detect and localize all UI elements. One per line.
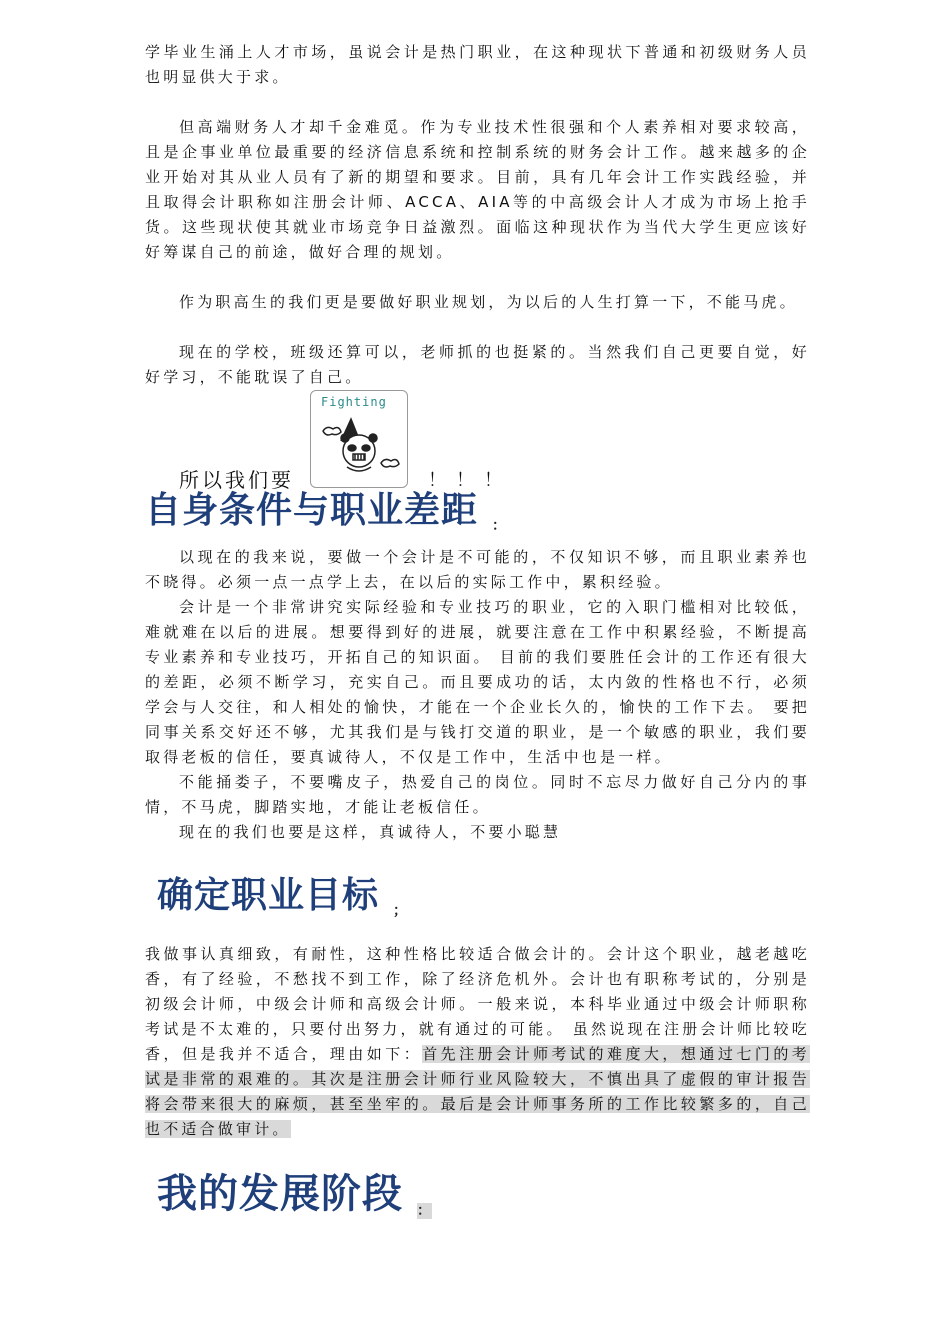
career-goal-text: 我做事认真细致，有耐性，这种性格比较适合做会计的。会计这个职业，越老越吃香，有了经验，不愁找不到工作，除了经济危机外。会计也有职称考试的，分别是初级会计师，中级会计师和高级会计师。一般来说，本科毕业通过中级会计师职称考试是不太难的，只要付出努力，就有通过的可能。 虽然说现在注册会计师比较吃香，但是我并不适合，理由如下：	[145, 945, 810, 1063]
heading-career-goal-text: 确定职业目标	[157, 875, 380, 916]
heading-self-conditions	[145, 482, 810, 535]
fighting-image-label: Fighting	[321, 395, 387, 409]
heading-development-stage	[157, 1162, 810, 1220]
paragraph-career-goal	[145, 942, 810, 1142]
paragraph-career-plan: 作为职高生的我们更是要做好职业规划，为以后的人生打算一下，不能马虎。	[179, 293, 798, 311]
fighting-prefix: 所以我们要	[179, 468, 294, 492]
paragraph-current-me: 以现在的我来说，要做一个会计是不可能的，不仅知识不够，而且职业素养也不晓得。必须一点一点学上去，在以后的实际工作中，累积经验。	[145, 548, 810, 591]
heading-career-goal	[157, 867, 810, 920]
document-page	[145, 40, 810, 1220]
heading-development-stage-colon: ：	[417, 1203, 432, 1219]
heading-self-conditions-text: 自身条件与职业差距	[145, 490, 479, 531]
paragraph-school: 现在的学校，班级还算可以，老师抓的也挺紧的。当然我们自己更要自觉，好好学习，不能耽误了自己。	[145, 343, 810, 386]
heading-development-stage-text: 我的发展阶段	[157, 1171, 403, 1217]
paragraph-sincere: 现在的我们也要是这样，真诚待人，不要小聪慧	[179, 823, 562, 841]
heading-career-goal-colon: ；	[393, 903, 409, 919]
fighting-panda-image	[310, 390, 408, 488]
paragraph-high-end-talent: 但高端财务人才却千金难觅。作为专业技术性很强和个人素养相对要求较高，且是企事业单位最重要的经济信息系统和控制系统的财务会计工作。越来越多的企业开始对其从业人员有了新的期望和要求。目前，具有几年会计工作实践经验，并且取得会计职称如注册会计师、ACCA、AIA等的中高级会计人才成为市场上抢手货。这些现状使其就业市场竞争日益激烈。面临这种现状作为当代大学生更应该好好筹谋自己的前途，做好合理的规划。	[145, 118, 810, 261]
heading-self-conditions-colon: ：	[492, 518, 508, 534]
career-goal-highlighted-text: 首先注册会计师考试的难度大，想通过七门的考试是非常的艰难的。其次是注册会计师行业风险较大，不慎出具了虚假的审计报告将会带来很大的麻烦，甚至坐牢的。最后是会计师事务所的工作比较繁多的，自己也不适合做审计。	[145, 1045, 810, 1138]
paragraph-intro: 学毕业生涌上人才市场，虽说会计是热门职业，在这种现状下普通和初级财务人员也明显供大于求。	[145, 43, 810, 86]
fighting-exclamation: ！！！	[428, 470, 512, 491]
paragraph-love-job: 不能捅娄子，不要嘴皮子，热爱自己的岗位。同时不忘尽力做好自己分内的事情，不马虎，脚踏实地，才能让老板信任。	[145, 773, 810, 816]
fighting-line	[145, 390, 810, 490]
paragraph-accounting-experience: 会计是一个非常讲究实际经验和专业技巧的职业，它的入职门槛相对比较低，难就难在以后的进展。想要得到好的进展，就要注意在工作中积累经验，不断提高专业素养和专业技巧，开拓自己的知识面。 目前的我们要胜任会计的工作还有很大的差距，必须不断学习，充实自己。而且要成功的话，太内敛的性格也不行，必须学会与人交往，和人相处的愉快，才能在一个企业长久的，愉快的工作下去。 要把同事关系交好还不够，尤其我们是与钱打交道的职业，是一个敏感的职业，我们要取得老板的信任，要真诚待人，不仅是工作中，生活中也是一样。	[145, 598, 810, 766]
